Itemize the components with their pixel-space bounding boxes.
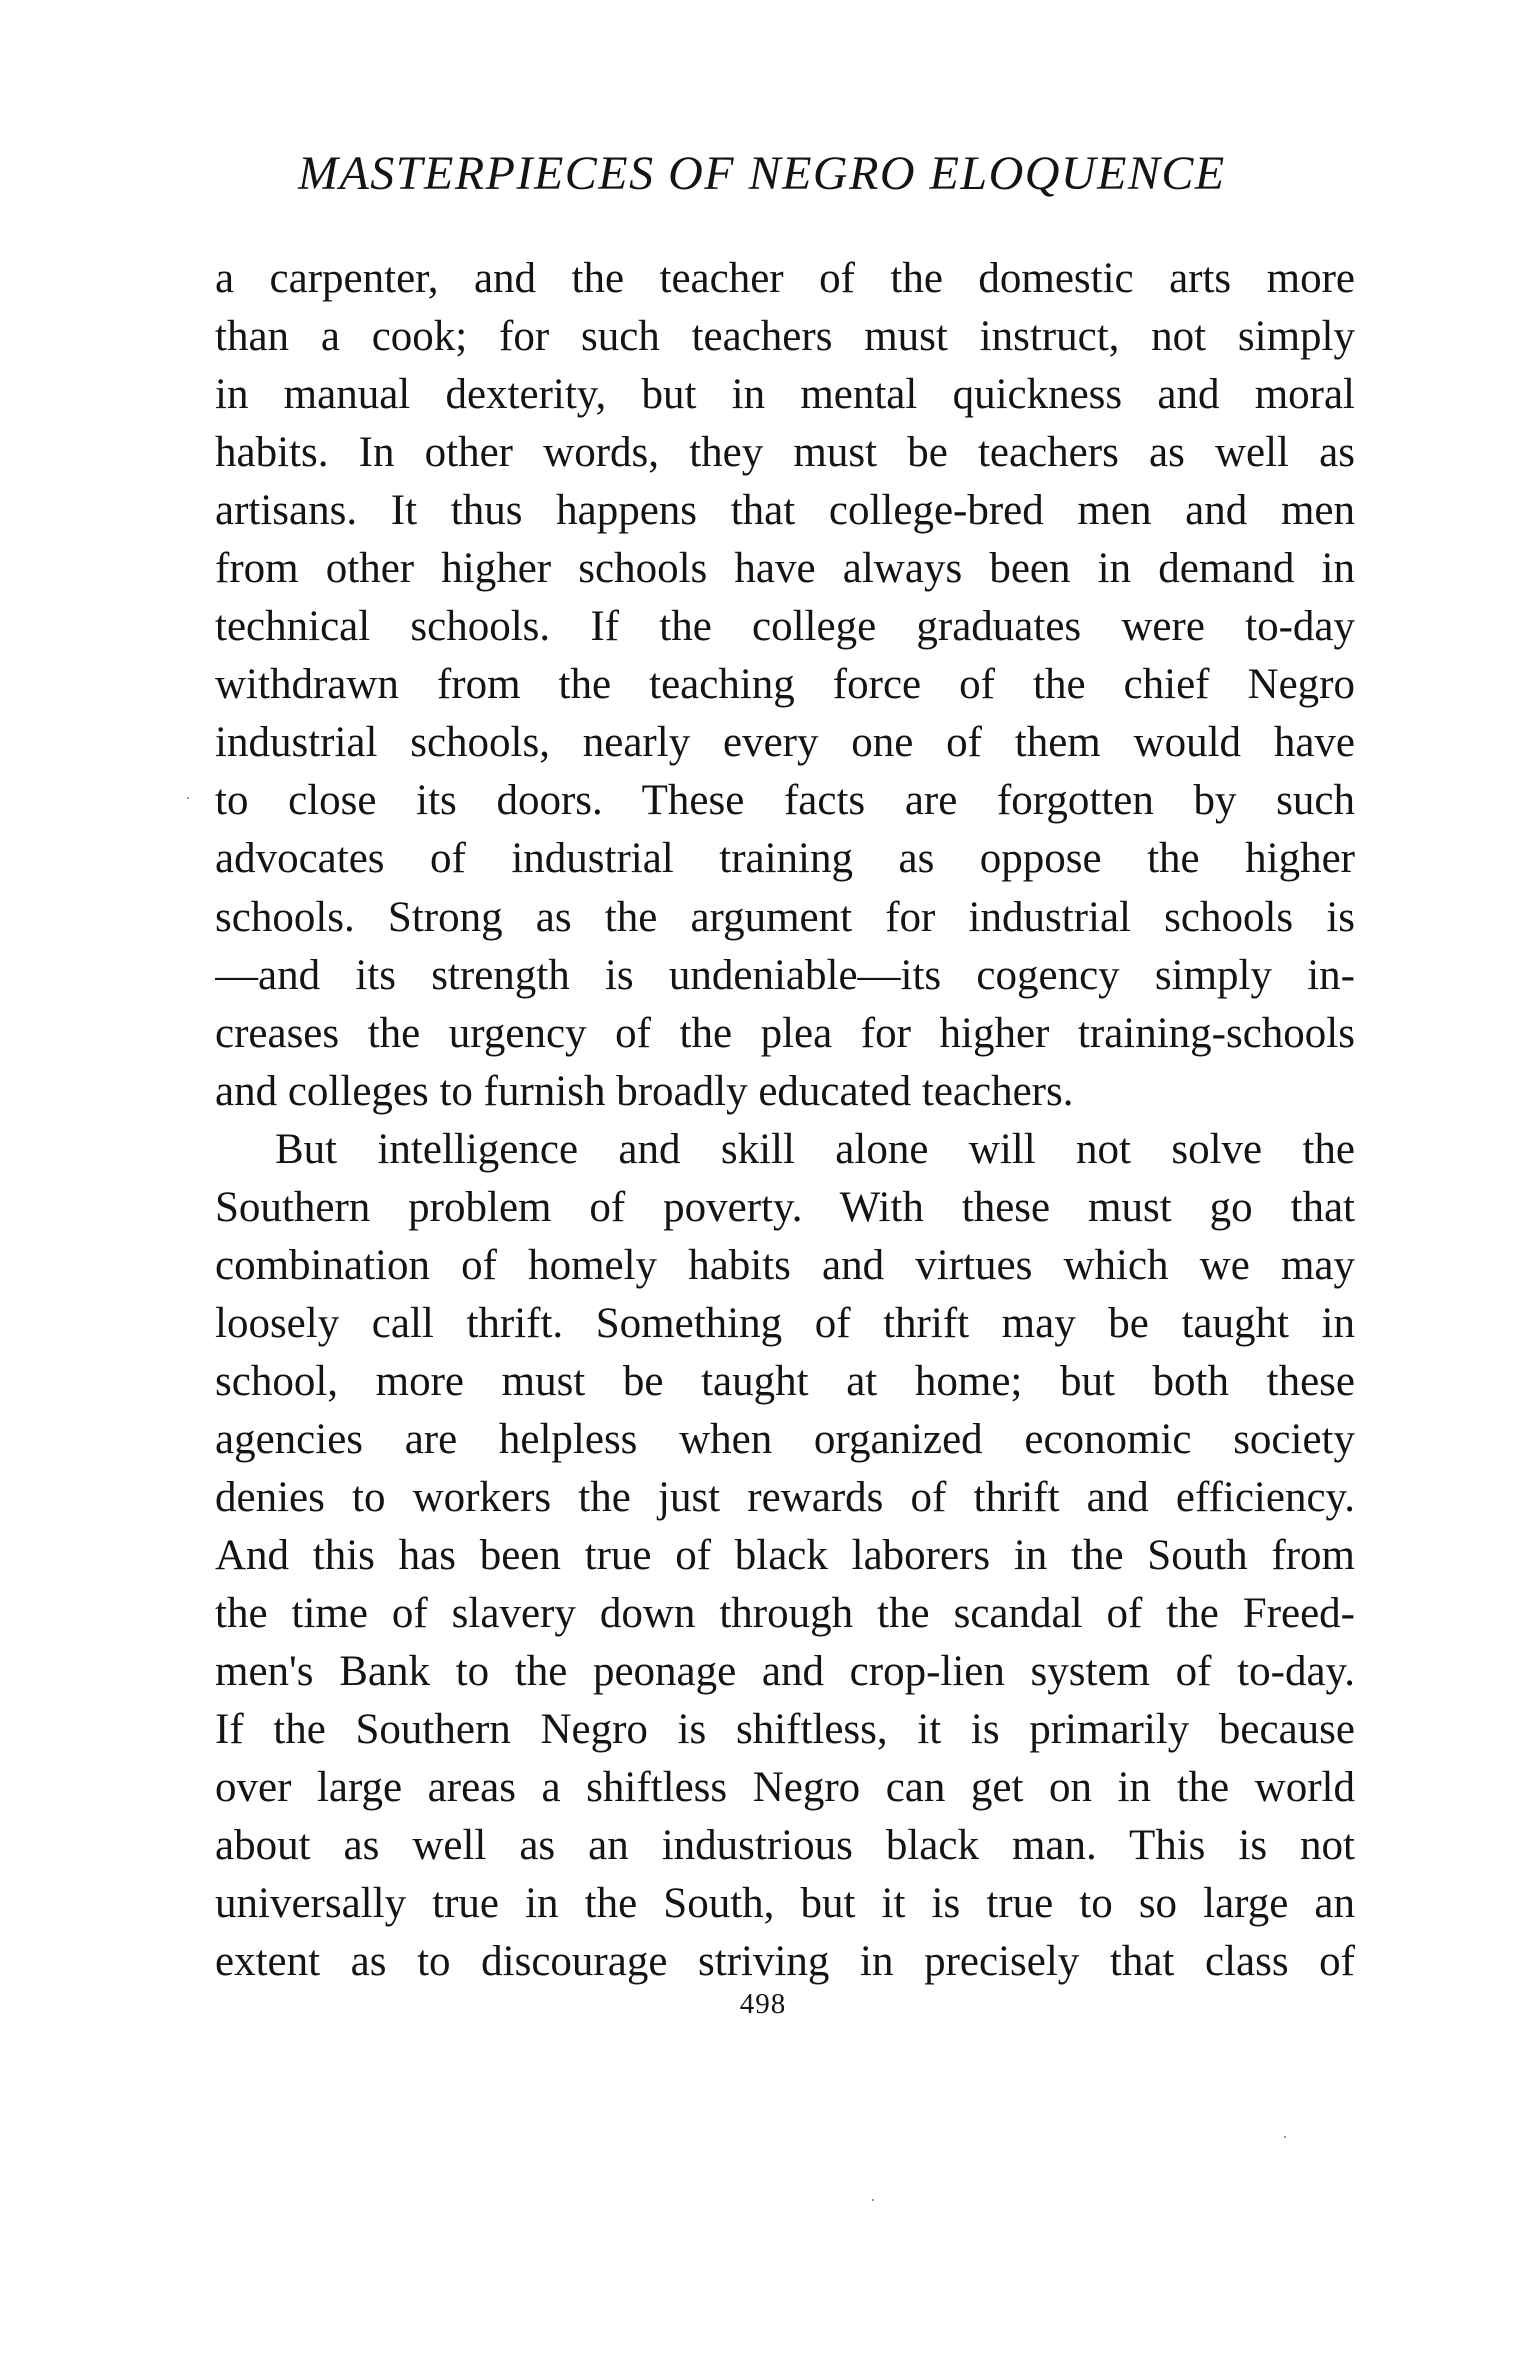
text-line: extent as to discourage striving in precisely that class of: [215, 1938, 1355, 1986]
text-line: over large areas a shiftless Negro can get on in the world: [215, 1764, 1355, 1812]
text-line: a carpenter, and the teacher of the domestic arts more: [215, 255, 1355, 302]
text-line: about as well as an industrious black man. This is not: [215, 1822, 1355, 1870]
text-line: technical schools. If the college graduates were to-day: [215, 603, 1355, 651]
text-line: advocates of industrial training as oppose the higher: [215, 835, 1355, 883]
text-line: habits. In other words, they must be teachers as well as: [215, 429, 1355, 477]
text-line: the time of slavery down through the scandal of the Freed-: [215, 1590, 1355, 1638]
text-line: withdrawn from the teaching force of the chief Negro: [215, 661, 1355, 709]
text-line: artisans. It thus happens that college-bred men and men: [215, 487, 1355, 535]
text-line: school, more must be taught at home; but both these: [215, 1357, 1355, 1405]
text-line: If the Southern Negro is shiftless, it is primarily because: [215, 1706, 1355, 1754]
paper-speck: [1284, 2136, 1286, 2138]
paragraph-first-line: But intelligence and skill alone will not solve the: [275, 1125, 1355, 1173]
text-line: in manual dexterity, but in mental quickness and moral: [215, 371, 1355, 419]
paper-speck: [187, 797, 189, 799]
text-line: men's Bank to the peonage and crop-lien system of to-day.: [215, 1648, 1355, 1696]
text-line: schools. Strong as the argument for industrial schools is: [215, 893, 1355, 941]
text-line: —and its strength is undeniable—its cogency simply in-: [215, 951, 1355, 999]
paragraph-last-line: and colleges to furnish broadly educated teachers.: [215, 1067, 1074, 1115]
text-line: denies to workers the just rewards of thrift and efficiency.: [215, 1473, 1355, 1521]
text-line: And this has been true of black laborers in the South from: [215, 1532, 1355, 1580]
text-line: than a cook; for such teachers must instruct, not simply: [215, 313, 1355, 361]
running-head: MASTERPIECES OF NEGRO ELOQUENCE: [298, 147, 1226, 200]
text-line: combination of homely habits and virtues which we may: [215, 1241, 1355, 1289]
text-line: industrial schools, nearly every one of them would have: [215, 719, 1355, 767]
text-line: Southern problem of poverty. With these must go that: [215, 1183, 1355, 1231]
text-line: agencies are helpless when organized economic society: [215, 1415, 1355, 1463]
text-line: loosely call thrift. Something of thrift may be taught in: [215, 1299, 1355, 1347]
paper-speck: [872, 2199, 874, 2201]
text-line: to close its doors. These facts are forgotten by such: [215, 777, 1355, 825]
text-line: from other higher schools have always been in demand in: [215, 545, 1355, 593]
text-line: creases the urgency of the plea for higher training-schools: [215, 1009, 1355, 1057]
text-line: universally true in the South, but it is true to so large an: [215, 1880, 1355, 1928]
page-number: 498: [739, 1988, 787, 2020]
body-text: [215, 250, 1355, 1991]
